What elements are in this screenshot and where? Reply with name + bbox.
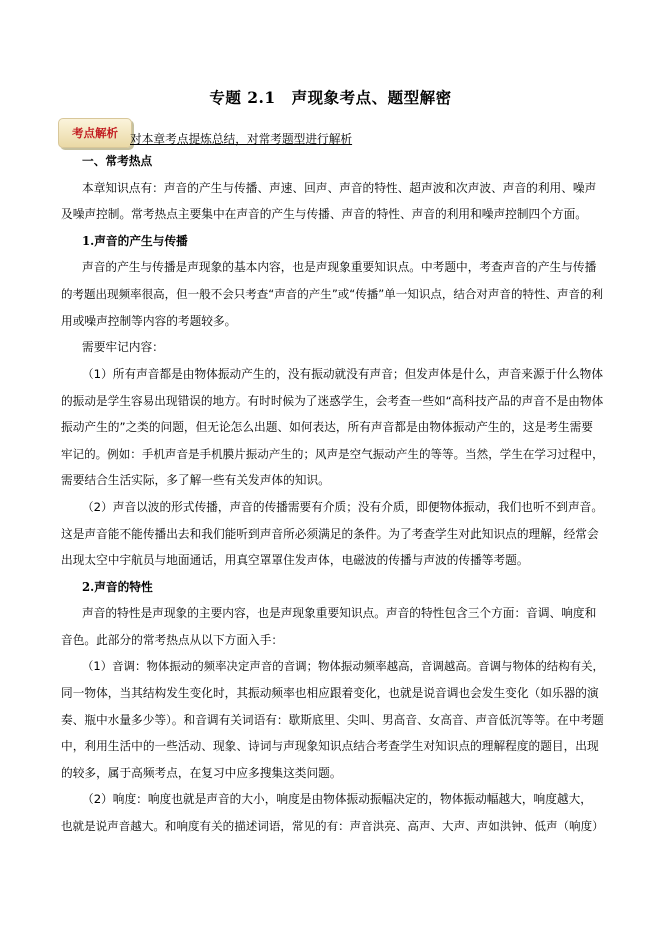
paragraph-line: 声音的产生与传播是声现象的基本内容，也是声现象重要知识点。中考题中，考查声音的产生与传播 (82, 260, 597, 274)
paragraph-line: （2）响度：响度也就是声音的大小，响度是由物体振动振幅决定的，物体振动幅越大，响度越大， (82, 792, 592, 806)
intro-text: 对本章考点提炼总结，对常考题型进行解析 (130, 132, 353, 146)
page-title: 专题 2.1 声现象考点、题型解密 (209, 88, 452, 107)
paragraph-line: 这是声音能不能传播出去和我们能听到声音所必须满足的条件。为了考查学生对此知识点的理解，经常会 (61, 527, 599, 541)
paragraph-line: 需要结合生活实际，多了解一些有关发声体的知识。 (61, 473, 330, 487)
paragraph-line: 同一物体，当其结构发生变化时，其振动频率也相应跟着变化，也就是说音调也会发生变化（如乐器的演 (61, 686, 599, 700)
paragraph-line: 的较多，属于高频考点，在复习中应多搜集这类问题。 (61, 766, 342, 780)
paragraph-line: 声音的特性是声现象的主要内容，也是声现象重要知识点。声音的特性包含三个方面：音调、响度和 (82, 606, 597, 620)
paragraph-line: 中，利用生活中的一些活动、现象、诗词与声现象知识点结合考查学生对知识点的理解程度的题目，出现 (61, 739, 599, 753)
paragraph-line: 的振动是学生容易出现错误的地方。有时时候为了迷惑学生，会考查一些如“高科技产品的声音不是由物体 (61, 394, 604, 408)
paragraph-line: 的考题出现频率很高，但一般不会只考查“声音的产生”或“传播”单一知识点，结合对声音的特性、声音的利 (61, 287, 604, 301)
paragraph-line: （1）所有声音都是由物体振动产生的，没有振动就没有声音；但发声体是什么，声音来源于什么物体 (82, 367, 603, 381)
paragraph-line: 也就是说声音越大。和响度有关的描述词语，常见的有：声音洪亮、高声、大声、声如洪钟、低声（响度） (61, 819, 604, 833)
subsection-heading: 1.声音的产生与传播 (82, 234, 188, 248)
paragraph-line: 及噪声控制。常考热点主要集中在声音的产生与传播、声音的特性、声音的利用和噪声控制四个方面。 (61, 207, 587, 221)
kaodian-badge (58, 118, 132, 148)
paragraph-line: 出现太空中宇航员与地面通话，用真空罩罩住发声体，电磁波的传播与声波的传播等考题。 (61, 553, 529, 567)
paragraph-line: 牢记的。例如：手机声音是手机膜片振动产生的；风声是空气振动产生的等等。当然，学生在学习过程中， (61, 447, 604, 461)
section-heading: 一、常考热点 (82, 154, 153, 168)
paragraph-line: （1）音调：物体振动的频率决定声音的音调；物体振动频率越高，音调越高。音调与物体的结构有关， (82, 659, 604, 673)
paragraph-line: 用或噪声控制等内容的考题较多。 (61, 314, 237, 328)
paragraph-line: 振动产生的”之类的问题，但无论怎么出题、如何表达，所有声音都是由物体振动产生的，这是考生需要 (61, 420, 593, 434)
paragraph-line: 音色。此部分的常考热点从以下方面入手： (61, 633, 284, 647)
badge-label: 考点解析 (72, 126, 118, 140)
subsection-heading: 2.声音的特性 (82, 580, 153, 594)
paragraph-line: （2）声音以波的形式传播，声音的传播需要有介质；没有介质，即便物体振动，我们也听不到声音。 (82, 500, 603, 514)
paragraph-line: 需要牢记内容： (82, 340, 164, 354)
paragraph-line: 本章知识点有：声音的产生与传播、声速、回声、声音的特性、超声波和次声波、声音的利用、噪声 (82, 181, 597, 195)
paragraph-line: 奏、瓶中水量多少等）。和音调有关词语有：歇斯底里、尖叫、男高音、女高音、声音低沉等等。在中考题 (61, 713, 604, 727)
